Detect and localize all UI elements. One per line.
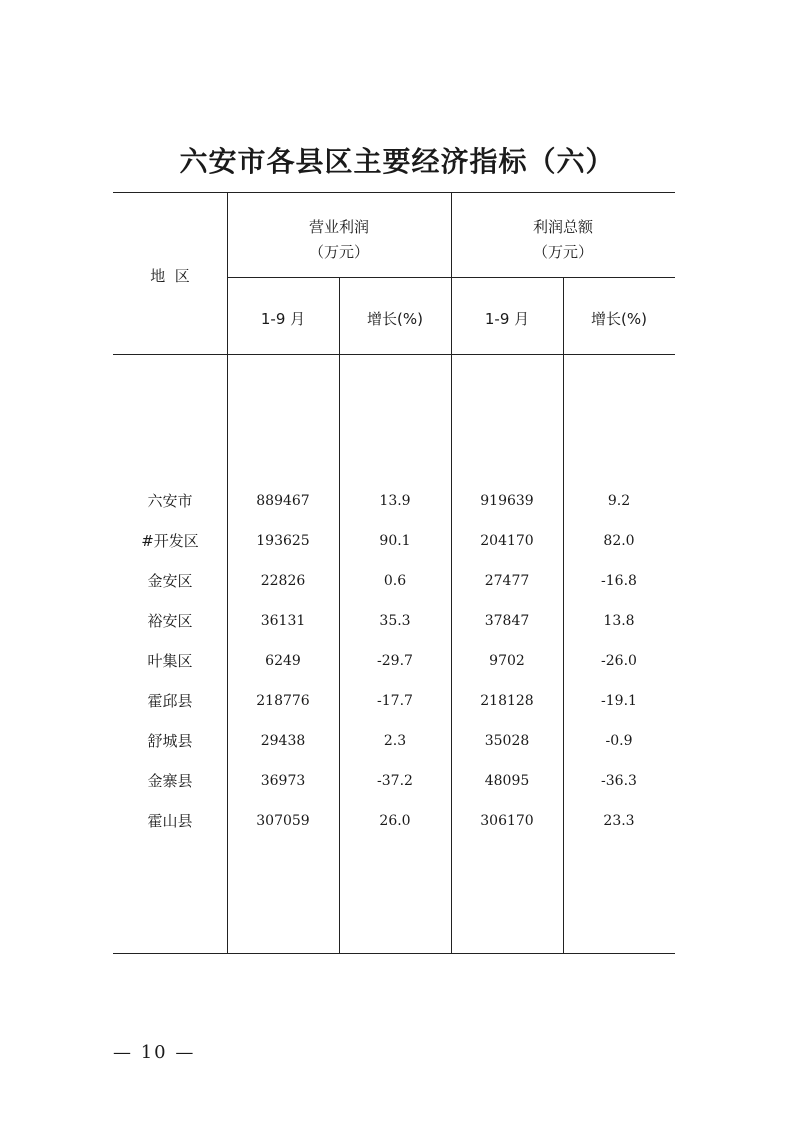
- row-op-value: 22826: [260, 573, 306, 589]
- header-operating-profit: [227, 216, 451, 262]
- table-row: [113, 569, 675, 593]
- row-name: #开发区: [141, 532, 199, 550]
- header-region-label: 地 区: [150, 267, 190, 285]
- row-op-growth: -37.2: [377, 773, 413, 789]
- row-tp-growth: -0.9: [605, 733, 633, 749]
- row-op-growth: 2.3: [383, 733, 407, 749]
- row-tp-growth: -26.0: [601, 653, 637, 669]
- table-top-rule: [113, 192, 675, 193]
- header-bottom-rule: [113, 354, 675, 355]
- row-tp-value: 306170: [480, 813, 534, 829]
- row-name: 金寨县: [147, 772, 193, 790]
- row-op-growth: 35.3: [379, 613, 411, 629]
- row-name: 六安市: [147, 492, 193, 510]
- header-op-period: 1-9 月: [260, 310, 306, 328]
- row-op-growth: 0.6: [383, 573, 407, 589]
- row-op-value: 889467: [256, 493, 310, 509]
- row-op-growth: 26.0: [379, 813, 411, 829]
- row-name: 金安区: [147, 572, 193, 590]
- row-tp-value: 48095: [484, 773, 530, 789]
- row-tp-growth: 9.2: [607, 493, 631, 509]
- row-tp-growth: -16.8: [601, 573, 637, 589]
- table-row: [113, 609, 675, 633]
- row-name: 霍山县: [147, 812, 193, 830]
- row-tp-growth: 13.8: [603, 613, 635, 629]
- row-tp-value: 35028: [484, 733, 530, 749]
- total-profit-unit: （万元）: [532, 243, 593, 261]
- row-op-growth: -29.7: [377, 653, 413, 669]
- row-op-value: 193625: [256, 533, 310, 549]
- row-op-value: 6249: [265, 653, 301, 669]
- row-tp-value: 27477: [484, 573, 530, 589]
- header-total-profit: [451, 216, 675, 262]
- row-tp-growth: 82.0: [603, 533, 635, 549]
- row-op-growth: 90.1: [379, 533, 411, 549]
- page-number: — 10 —: [113, 1042, 196, 1063]
- row-op-value: 307059: [256, 813, 310, 829]
- header-tp-growth: 增长(%): [591, 310, 647, 328]
- row-tp-growth: -19.1: [601, 693, 637, 709]
- table-row: [113, 729, 675, 753]
- header-tp-period: 1-9 月: [484, 310, 530, 328]
- table-row: [113, 809, 675, 833]
- row-name: 霍邱县: [147, 692, 193, 710]
- row-op-value: 29438: [260, 733, 306, 749]
- row-tp-value: 204170: [480, 533, 534, 549]
- page-title: 六安市各县区主要经济指标（六）: [179, 145, 615, 178]
- row-op-growth: -17.7: [377, 693, 413, 709]
- table-row: [113, 489, 675, 513]
- row-op-value: 36973: [260, 773, 306, 789]
- table-row: [113, 689, 675, 713]
- row-tp-value: 9702: [489, 653, 525, 669]
- row-tp-value: 919639: [480, 493, 534, 509]
- table-bottom-rule: [113, 953, 675, 954]
- row-name: 叶集区: [147, 652, 193, 670]
- row-op-value: 36131: [260, 613, 306, 629]
- row-name: 裕安区: [147, 612, 193, 630]
- row-tp-growth: -36.3: [601, 773, 637, 789]
- operating-profit-unit: （万元）: [308, 243, 369, 261]
- table-row: [113, 649, 675, 673]
- table-row: [113, 529, 675, 553]
- table-row: [113, 769, 675, 793]
- row-tp-value: 37847: [484, 613, 530, 629]
- row-op-growth: 13.9: [379, 493, 411, 509]
- row-name: 舒城县: [147, 732, 193, 750]
- row-tp-growth: 23.3: [603, 813, 635, 829]
- header-region: [113, 265, 227, 286]
- total-profit-label: 利润总额: [532, 218, 593, 236]
- operating-profit-label: 营业利润: [308, 218, 369, 236]
- row-op-value: 218776: [256, 693, 310, 709]
- row-tp-value: 218128: [480, 693, 534, 709]
- header-op-growth: 增长(%): [367, 310, 423, 328]
